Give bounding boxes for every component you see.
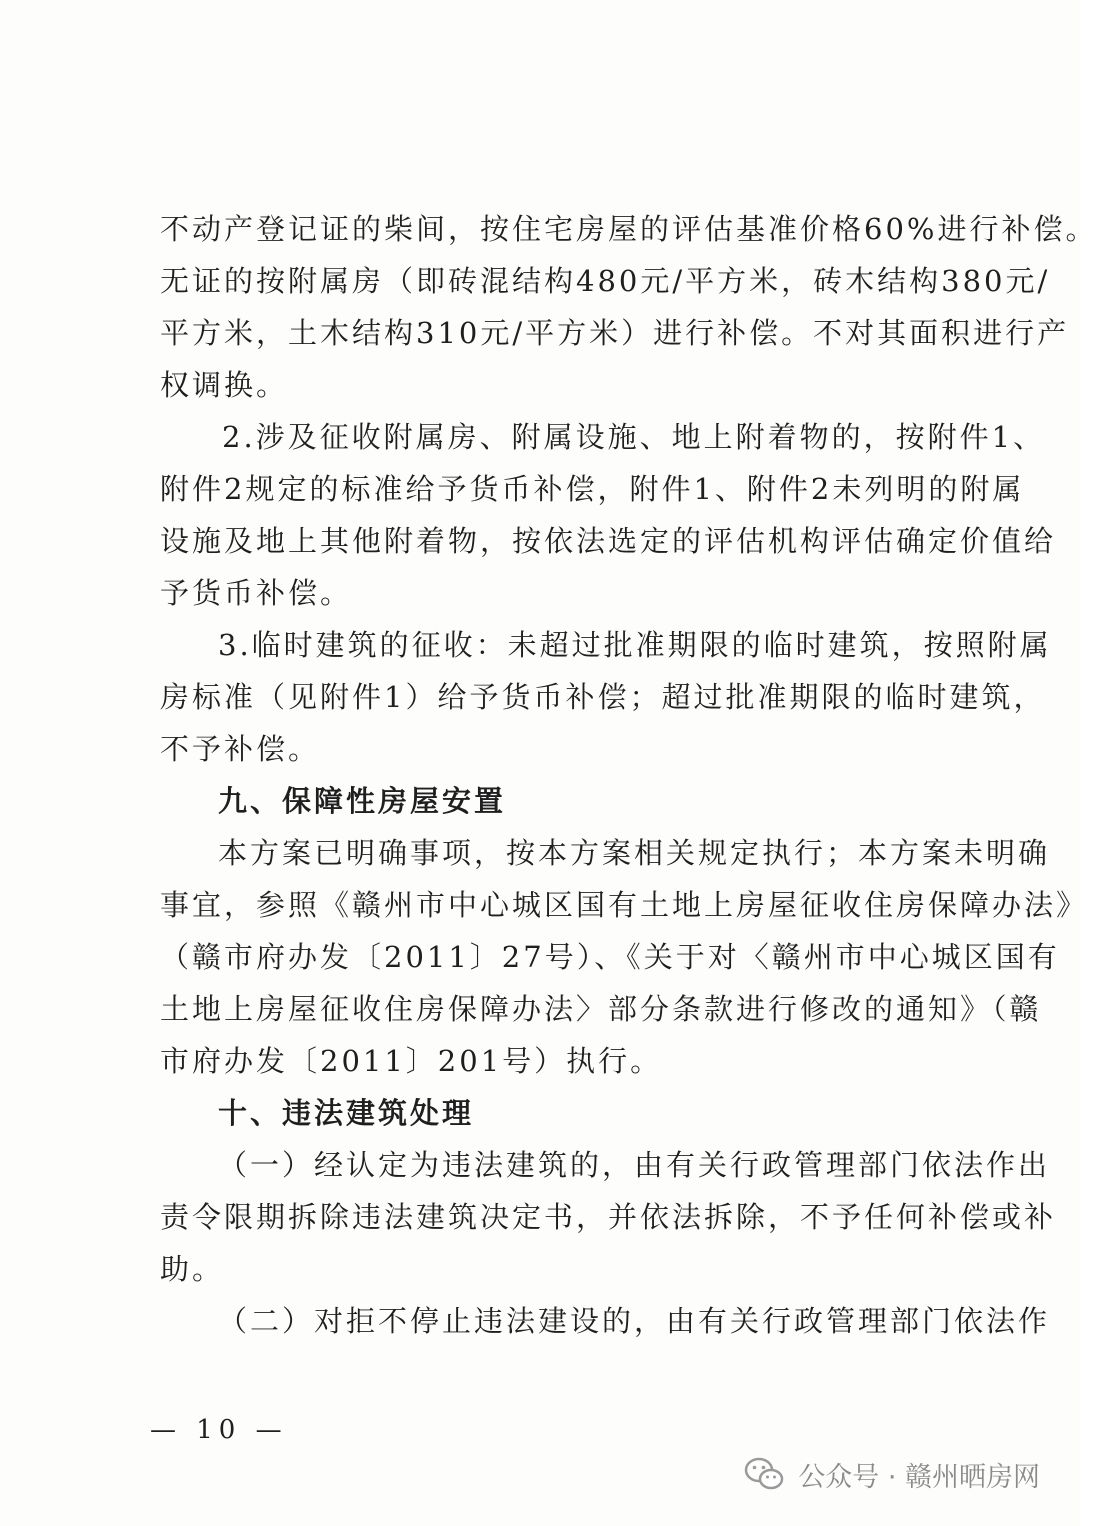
body-text-line: 予货币补偿。 bbox=[160, 576, 353, 610]
page-number: — 10 — bbox=[150, 1415, 288, 1445]
body-text-line: 市府办发〔2011〕201号）执行。 bbox=[160, 1044, 663, 1078]
watermark-text: 公众号 · 赣州晒房网 bbox=[798, 1461, 1040, 1493]
body-text-line: 责令限期拆除违法建筑决定书，并依法拆除，不予任何补偿或补 bbox=[160, 1200, 1057, 1234]
body-text-line: 权调换。 bbox=[160, 368, 289, 402]
body-text-line: 平方米，土木结构310元/平方米）进行补偿。不对其面积进行产 bbox=[160, 316, 1070, 350]
body-text-line: 无证的按附属房（即砖混结构480元/平方米，砖木结构380元/ bbox=[160, 264, 1051, 298]
body-text-line: （二）对拒不停止违法建设的，由有关行政管理部门依法作 bbox=[218, 1304, 1051, 1338]
body-text-line: 本方案已明确事项，按本方案相关规定执行；本方案未明确 bbox=[218, 836, 1051, 870]
body-text-line: 设施及地上其他附着物，按依法选定的评估机构评估确定价值给 bbox=[160, 524, 1057, 558]
body-text-line: 2.涉及征收附属房、附属设施、地上附着物的，按附件1、 bbox=[222, 420, 1046, 454]
section-heading-nine: 九、保障性房屋安置 bbox=[218, 784, 507, 818]
body-text-line: 土地上房屋征收住房保障办法〉部分条款进行修改的通知》（赣 bbox=[160, 992, 1042, 1026]
body-text-line: 3.临时建筑的征收：未超过批准期限的临时建筑，按照附属 bbox=[218, 628, 1052, 662]
body-text-line: 事宜，参照《赣州市中心城区国有土地上房屋征收住房保障办法》 bbox=[160, 888, 1089, 922]
body-text-line: 附件2规定的标准给予货币补偿，附件1、附件2未列明的附属 bbox=[160, 472, 1025, 506]
section-heading-ten: 十、违法建筑处理 bbox=[218, 1096, 475, 1130]
wechat-icon bbox=[744, 1457, 784, 1491]
watermark bbox=[744, 1452, 1040, 1496]
body-text-line: 不予补偿。 bbox=[160, 732, 321, 766]
body-text-line: （一）经认定为违法建筑的，由有关行政管理部门依法作出 bbox=[218, 1148, 1051, 1182]
body-text-line: 房标准（见附件1）给予货币补偿；超过批准期限的临时建筑， bbox=[160, 680, 1046, 714]
body-text-line: 不动产登记证的柴间，按住宅房屋的评估基准价格60%进行补偿。 bbox=[160, 212, 1097, 246]
body-text-line: 助。 bbox=[160, 1252, 225, 1286]
body-text-line: （赣市府办发〔2011〕27号）、《关于对〈赣州市中心城区国有 bbox=[160, 940, 1060, 974]
